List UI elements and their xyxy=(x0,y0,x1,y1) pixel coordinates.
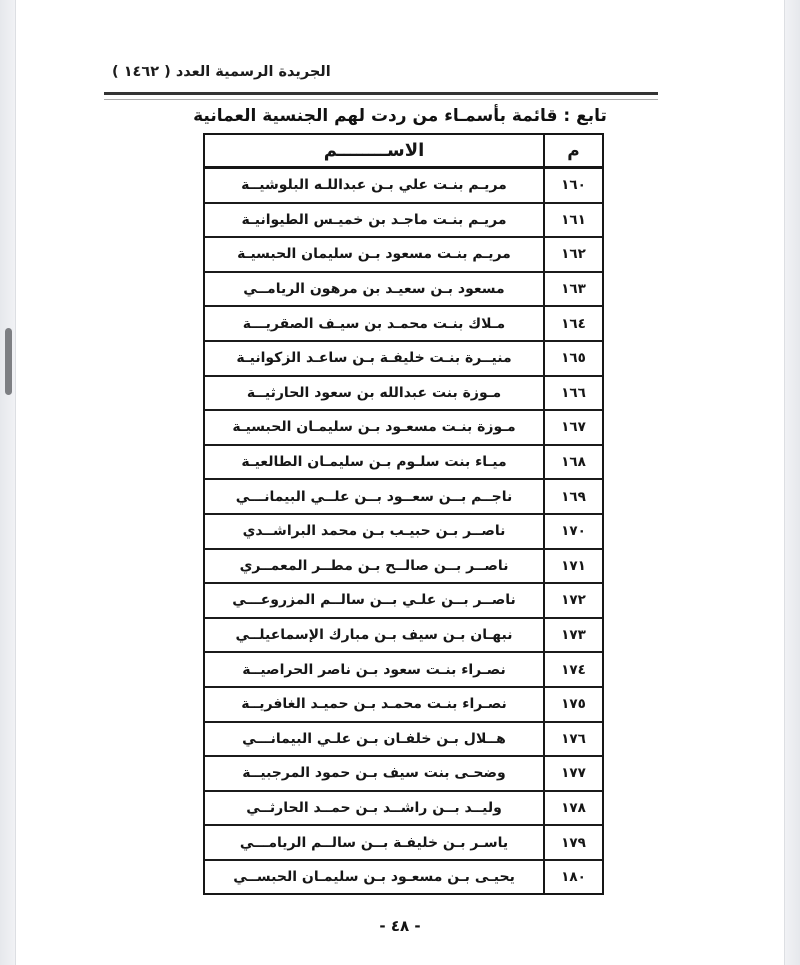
page-title: تابع : قائمة بأسمـاء من ردت لهم الجنسية العمانية xyxy=(193,106,607,126)
table-row xyxy=(205,515,602,550)
row-number-cell: ١٧٤ xyxy=(543,653,602,686)
row-number-cell: ١٧٨ xyxy=(543,792,602,825)
row-number-cell: ١٦٠ xyxy=(543,169,602,202)
row-name-cell: ميـاء بنت سلـوم بـن سليمـان الطالعيـة xyxy=(241,454,507,471)
row-number-cell: ١٧٧ xyxy=(543,757,602,790)
row-name-cell: مـوزة بنت عبدالله بن سعود الحارثيــة xyxy=(246,384,502,401)
row-name-cell: هــلال بـن خلفـان بـن علـي البيمانـــي xyxy=(242,730,506,747)
row-name-cell: وضحـى بنت سيف بـن حمود المرجبيــة xyxy=(242,765,506,782)
row-name-cell: ناصــر بـن حبيـب بـن محمد البراشــدي xyxy=(242,523,506,540)
name-column-header: الاســــــــم xyxy=(323,140,425,161)
row-name-cell: مريـم بنـت علي بـن عبداللـه البلوشيــة xyxy=(241,177,507,194)
table-row xyxy=(205,238,602,273)
row-name-cell: ناصــر بــن علـي بــن سالــم المزروعـــي xyxy=(232,592,516,609)
page-number: - ٤٨ - xyxy=(379,917,421,935)
row-number-cell: ١٦٩ xyxy=(543,480,602,513)
row-number-cell: ١٦٥ xyxy=(543,342,602,375)
table-row xyxy=(205,169,602,204)
row-name-cell: مسعود بـن سعيـد بن مرهون الريامــي xyxy=(243,281,505,298)
row-name-cell: يحيـى بـن مسعـود بـن سليمـان الحبســي xyxy=(233,869,515,886)
row-number-cell: ١٦٣ xyxy=(543,273,602,306)
table-row xyxy=(205,342,602,377)
row-number-cell: ١٧٩ xyxy=(543,826,602,859)
names-table xyxy=(203,133,604,895)
row-name-cell: وليــد بــن راشــد بـن حمــد الحارثــي xyxy=(246,799,502,816)
scrollbar-thumb[interactable] xyxy=(5,328,12,395)
table-row xyxy=(205,653,602,688)
row-name-cell: ناجــم بــن سعــود بــن علــي البيمانـــي xyxy=(235,488,513,505)
row-number-cell: ١٧٠ xyxy=(543,515,602,548)
table-row xyxy=(205,446,602,481)
table-row xyxy=(205,826,602,861)
row-number-cell: ١٦٧ xyxy=(543,411,602,444)
row-name-cell: مريـم بنـت ماجـد بن خميـس الطيوانيـة xyxy=(241,211,507,228)
row-name-cell: نصـراء بنـت محمـد بـن حميـد الغافريــة xyxy=(241,696,507,713)
table-row xyxy=(205,550,602,585)
row-name-cell: مريـم بنـت مسعود بـن سليمان الحبسيـة xyxy=(237,246,511,263)
row-number-cell: ١٧٣ xyxy=(543,619,602,652)
viewer-right-margin xyxy=(784,0,800,965)
table-header-row xyxy=(205,135,602,169)
table-row xyxy=(205,377,602,412)
row-name-cell: ياسـر بـن خليفـة بــن سالــم الريامـــي xyxy=(239,834,509,851)
header-rule-thick xyxy=(104,92,658,95)
row-number-cell: ١٦٤ xyxy=(543,307,602,340)
row-name-cell: منيــرة بنـت خليفـة بـن ساعـد الزكوانيـة xyxy=(236,350,512,367)
row-name-cell: مـلاك بنـت محمـد بن سيـف الصقريـــة xyxy=(242,315,506,332)
row-number-cell: ١٦٢ xyxy=(543,238,602,271)
table-body xyxy=(205,169,602,893)
table-row xyxy=(205,411,602,446)
table-row xyxy=(205,619,602,654)
row-number-cell: ١٨٠ xyxy=(543,861,602,894)
gazette-header: الجريدة الرسمية العدد ( ١٤٦٢ ) xyxy=(112,64,331,80)
row-number-cell: ١٧٥ xyxy=(543,688,602,721)
row-name-cell: نصـراء بنـت سعود بـن ناصر الحراصيــة xyxy=(242,661,506,678)
number-column-header: م xyxy=(543,135,602,166)
table-row xyxy=(205,861,602,894)
row-number-cell: ١٦٨ xyxy=(543,446,602,479)
table-row xyxy=(205,584,602,619)
table-row xyxy=(205,307,602,342)
header-rule-thin xyxy=(104,99,658,100)
row-number-cell: ١٦٦ xyxy=(543,377,602,410)
row-number-cell: ١٧٢ xyxy=(543,584,602,617)
table-row xyxy=(205,723,602,758)
row-name-cell: نبهـان بـن سيف بـن مبارك الإسماعيلــي xyxy=(235,627,513,644)
table-row xyxy=(205,480,602,515)
viewer-left-margin xyxy=(0,0,16,965)
row-number-cell: ١٧٦ xyxy=(543,723,602,756)
table-row xyxy=(205,204,602,239)
row-number-cell: ١٧١ xyxy=(543,550,602,583)
row-name-cell: مـوزة بنـت مسعـود بـن سليمـان الحبسيـة xyxy=(232,419,516,436)
table-row xyxy=(205,273,602,308)
table-row xyxy=(205,688,602,723)
row-number-cell: ١٦١ xyxy=(543,204,602,237)
table-row xyxy=(205,757,602,792)
row-name-cell: ناصــر بــن صالــح بـن مطــر المعمــري xyxy=(239,557,509,574)
table-row xyxy=(205,792,602,827)
